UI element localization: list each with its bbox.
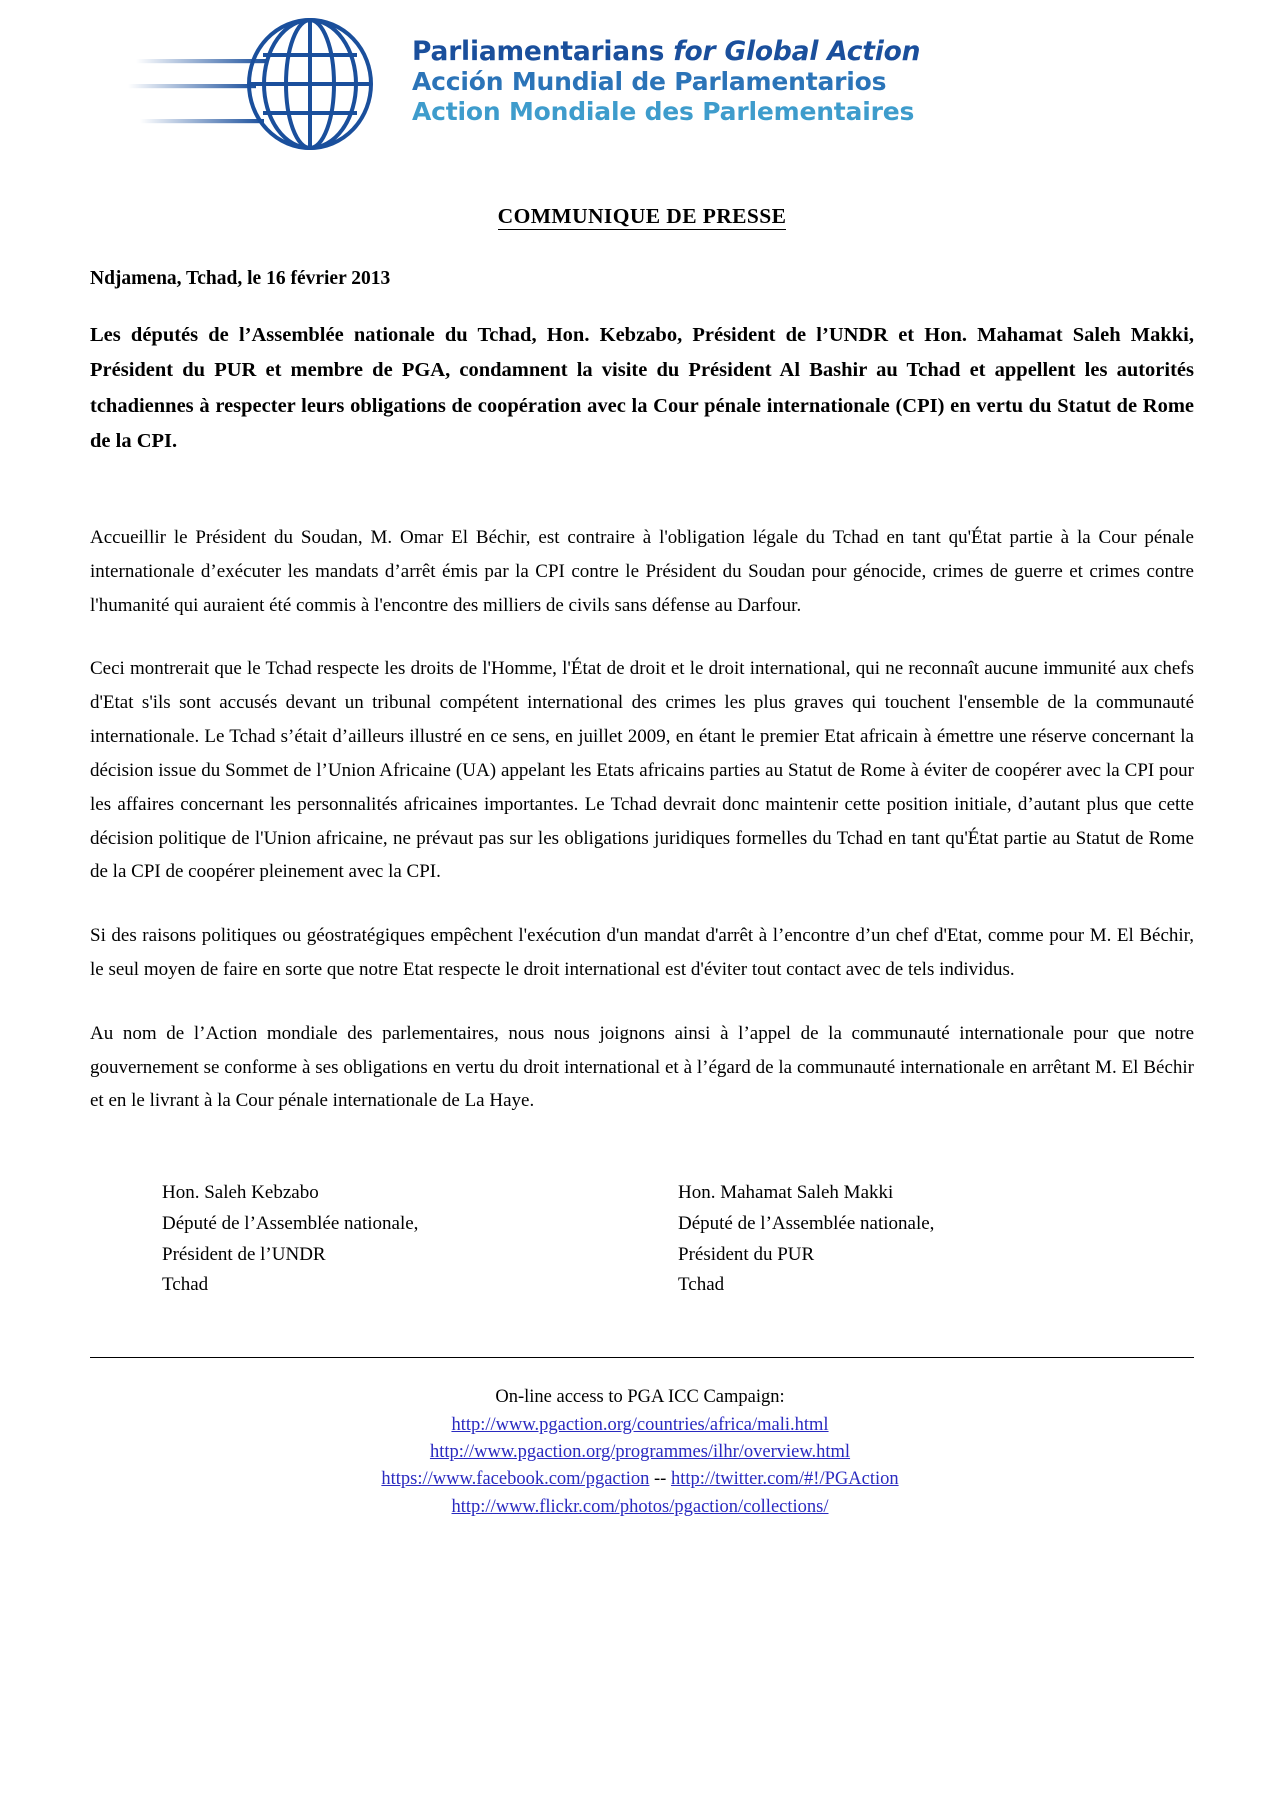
- body-paragraph-2: Ceci montrerait que le Tchad respecte les droits de l'Homme, l'État de droit et le droit international, qui ne reconnaît aucune immunité aux chefs d'Etat s'ils sont accusés devant un tribunal compétent international des crimes les plus graves qui touchent l'ensemble de la communauté internationale. Le Tchad s’était d’ailleurs illustré en ce sens, en juillet 2009, en étant le premier Etat africain à émettre une réserve concernant la décision issue du Sommet de l’Union Africaine (UA) appelant les Etats africains parties au Statut de Rome à éviter de coopérer avec la CPI pour les affaires concernant les personnalités africaines importantes. Le Tchad devrait donc maintenir cette position initiale, d’autant plus que cette décision politique de l'Union africaine, ne prévaut pas sur les obligations juridiques formelles du Tchad en tant qu'État partie au Statut de Rome de la CPI de coopérer pleinement avec la CPI.: [90, 658, 1194, 883]
- logo-line-french: Action Mondiale des Parlementaires: [412, 96, 915, 126]
- body-paragraph-1: Accueillir le Président du Soudan, M. Omar El Béchir, est contraire à l'obligation légale du Tchad en tant qu'État partie à la Cour pénale internationale d’exécuter les mandats d’arrêt émis par la CPI contre le Président du Soudan pour génocide, crimes de guerre et crimes contre l'humanité qui auraient été commis à l'encontre des milliers de civils sans défense au Darfour.: [90, 527, 1194, 616]
- logo-wordmark: [412, 36, 920, 132]
- signature-block: [90, 1178, 1194, 1301]
- document-body: [0, 204, 1280, 1301]
- signatory-name: Hon. Saleh Kebzabo: [162, 1182, 319, 1204]
- lede-paragraph: Les députés de l’Assemblée nationale du Tchad, Hon. Kebzabo, Président de l’UNDR et Hon. Mahamat Saleh Makki, Président du PUR et membre de PGA, condamnent la visite du Président Al Bashir au Tchad et appellent les autorités tchadiennes à respecter leurs obligations de coopération avec la Cour pénale internationale (CPI) en vertu du Statut de Rome de la CPI.: [90, 324, 1194, 452]
- footer-link-row-3: [0, 1466, 1280, 1493]
- logo-line-english-b: for Global Action: [673, 35, 921, 67]
- signatory-country: Tchad: [162, 1274, 209, 1296]
- pga-logo: [128, 18, 920, 150]
- footer-link-row-4: [0, 1494, 1280, 1521]
- footer-link-mali[interactable]: http://www.pgaction.org/countries/africa/mali.html: [451, 1414, 829, 1435]
- footer-link-separator: --: [649, 1469, 671, 1490]
- page-title: [90, 204, 1194, 229]
- footer-link-facebook[interactable]: https://www.facebook.com/pgaction: [381, 1469, 650, 1490]
- footer-link-ilhr-overview[interactable]: http://www.pgaction.org/programmes/ilhr/overview.html: [429, 1442, 851, 1462]
- signature-makki: [678, 1178, 1194, 1301]
- signatory-party: Président de l’UNDR: [162, 1243, 326, 1265]
- globe-icon: [128, 18, 406, 150]
- footer: [0, 1384, 1280, 1521]
- signatory-name: Hon. Mahamat Saleh Makki: [678, 1182, 894, 1204]
- logo-line-english-a: Parliamentarians: [412, 35, 674, 67]
- signatory-party: Président du PUR: [678, 1243, 815, 1265]
- signatory-role: Député de l’Assemblée nationale,: [162, 1212, 419, 1234]
- body-paragraph-3: Si des raisons politiques ou géostratégiques empêchent l'exécution d'un mandat d'arrêt à l’encontre d’un chef d'Etat, comme pour M. El Béchir, le seul moyen de faire en sorte que notre Etat respecte le droit international est d'éviter tout contact avec de tels individus.: [90, 925, 1194, 980]
- signature-kebzabo: [162, 1178, 678, 1301]
- footer-link-flickr[interactable]: http://www.flickr.com/photos/pgaction/collections/: [451, 1496, 829, 1517]
- signatory-role: Député de l’Assemblée nationale,: [678, 1212, 935, 1234]
- dateline: Ndjamena, Tchad, le 16 février 2013: [90, 268, 391, 289]
- letterhead: [0, 0, 1280, 168]
- footer-divider: [90, 1357, 1194, 1358]
- body-paragraph-4: Au nom de l’Action mondiale des parlementaires, nous nous joignons ainsi à l’appel de la communauté internationale pour que notre gouvernement se conforme à ses obligations en vertu du droit international et à l’égard de la communauté internationale en arrêtant M. El Béchir et en le livrant à la Cour pénale internationale de La Haye.: [90, 1022, 1194, 1112]
- logo-line-spanish: Acción Mundial de Parlamentarios: [412, 67, 887, 97]
- logo-line-english: [412, 36, 920, 67]
- footer-link-row-1: [0, 1412, 1280, 1439]
- signatory-country: Tchad: [678, 1274, 725, 1296]
- page-title-text: COMMUNIQUE DE PRESSE: [497, 204, 787, 228]
- footer-link-row-2: [0, 1439, 1280, 1466]
- footer-intro: On-line access to PGA ICC Campaign:: [495, 1387, 785, 1408]
- footer-link-twitter[interactable]: http://twitter.com/#!/PGAction: [670, 1469, 899, 1490]
